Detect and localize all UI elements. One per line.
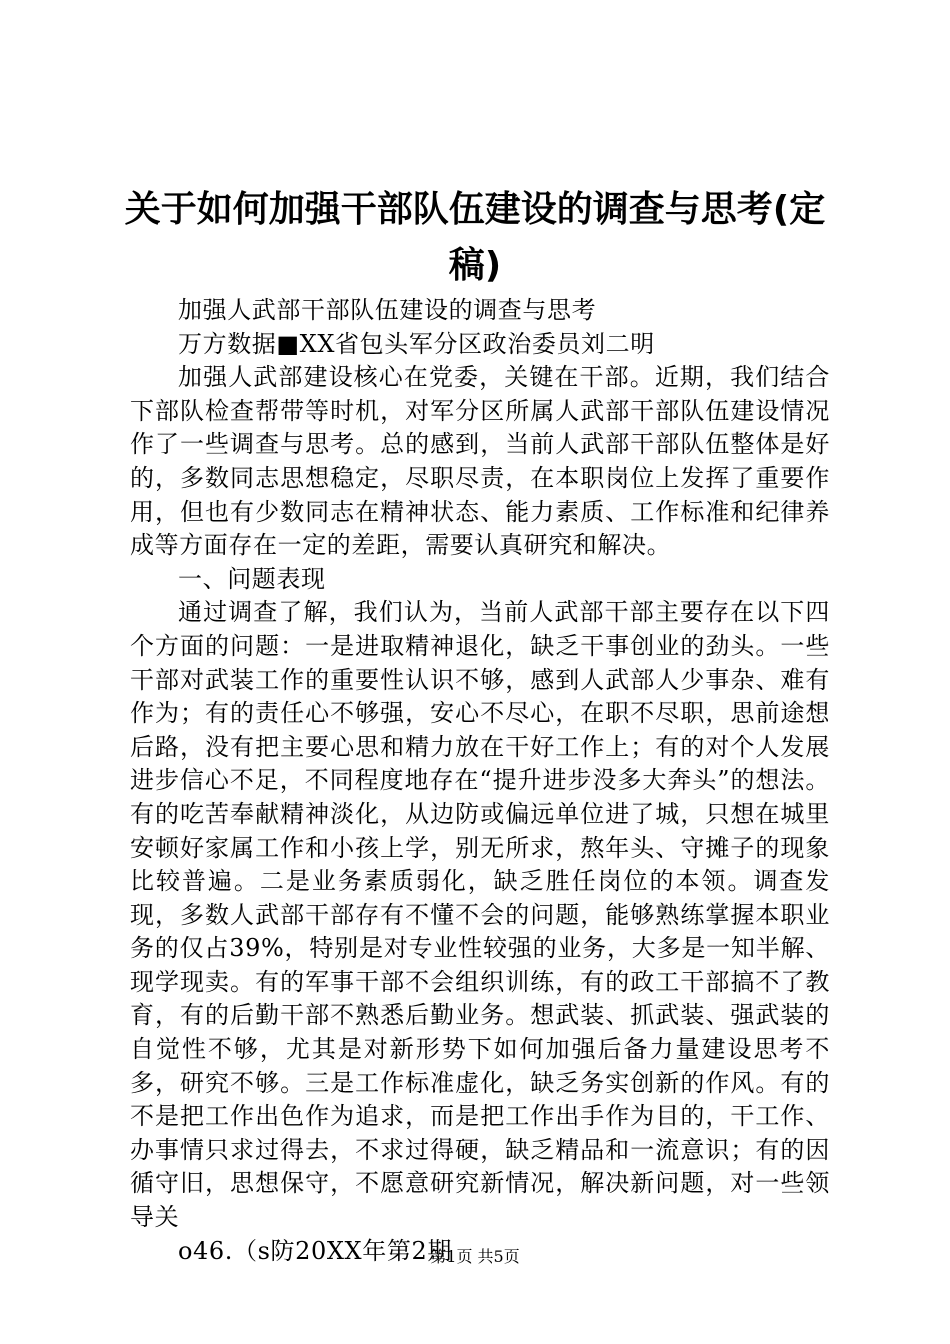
document-title-line-1: 关于如何加强干部队伍建设的调查与思考(定 (124, 189, 826, 230)
article-source-byline: 万方数据■XX省包头军分区政治委员刘二明 (178, 329, 655, 358)
issue-reference: o46.（s防20XX年第2期 (178, 1236, 452, 1265)
article-heading: 加强人武部干部队伍建设的调查与思考 (178, 296, 597, 324)
problem-paragraph: 通过调查了解，我们认为，当前人武部干部主要存在以下四个方面的问题：一是进取精神退化，缺乏干事创业的劲头。一些干部对武装工作的重要性认识不够，感到人武部人少事杂、难有作为；有的责任心不够强，安心不尽心，在职不尽职，思前途想后路，没有把主要心思和精力放在干好工作上；有的对个人发展进步信心不足，不同程度地存在“提升进步没多大奔头”的想法。有的吃苦奉献精神淡化，从边防或偏远单位进了城，只想在城里安顿好家属工作和小孩上学，别无所求，熬年头、守摊子的现象比较普遍。二是业务素质弱化，缺乏胜任岗位的本领。调查发现，多数人武部干部存有不懂不会的问题，能够熟练掌握本职业务的仅占39%，特别是对专业性较强的业务，大多是一知半解、现学现卖。有的军事干部不会组织训练，有的政工干部搞不了教育，有的后勤干部不熟悉后勤业务。想武装、抓武装、强武装的自觉性不够，尤其是对新形势下如何加强后备力量建设思考不多，研究不够。三是工作标准虚化，缺乏务实创新的作风。有的不是把工作出色作为追求，而是把工作出手作为目的，干工作、办事情只求过得去，不求过得硬，缺乏精品和一流意识；有的因循守旧，思想保守，不愿意研究新情况，解决新问题，对一些领导关 (130, 598, 830, 1232)
document-title-line-2: 稿) (448, 245, 502, 286)
section-heading: 一、问题表现 (178, 564, 326, 593)
document-body (130, 294, 830, 1268)
page-footer: 第1页 共5页 (430, 1247, 520, 1266)
document-title (100, 182, 850, 294)
intro-paragraph: 加强人武部建设核心在党委，关键在干部。近期，我们结合下部队检查帮带等时机，对军分区所属人武部干部队伍建设情况作了一些调查与思考。总的感到，当前人武部干部队伍整体是好的，多数同志思想稳定，尽职尽责，在本职岗位上发挥了重要作用，但也有少数同志在精神状态、能力素质、工作标准和纪律养成等方面存在一定的差距，需要认真研究和解决。 (130, 363, 830, 560)
